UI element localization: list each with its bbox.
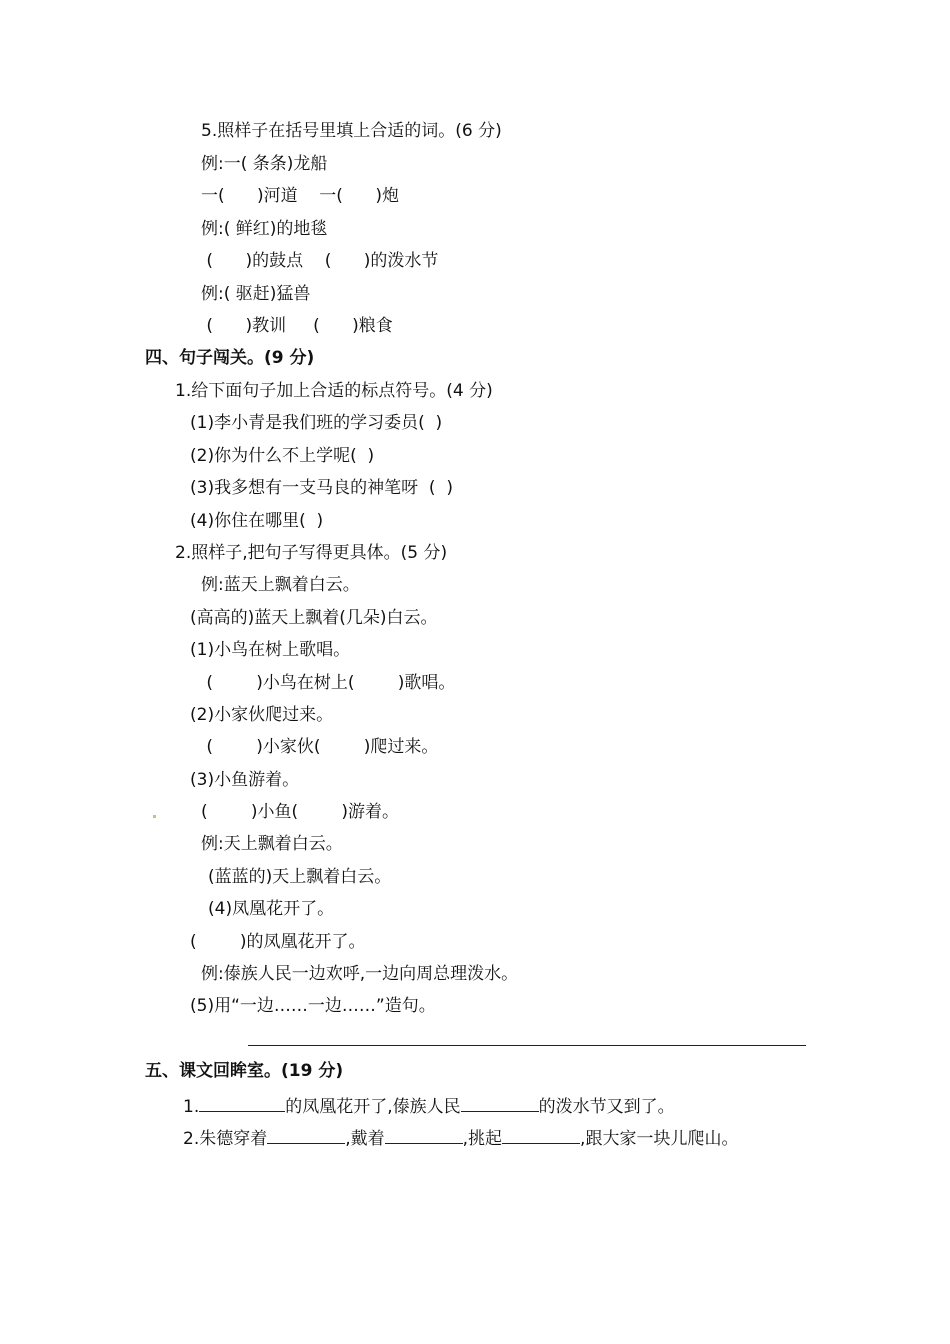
s4-q2-item-2: (2)小家伙爬过来。 bbox=[190, 705, 334, 725]
s4-q2-example-answer: (高高的)蓝天上飘着(几朵)白云。 bbox=[190, 608, 438, 628]
q5-title: 5.照样子在括号里填上合适的词。(6 分) bbox=[201, 121, 502, 141]
s4-q2-item-3-fill[interactable]: ( )小鱼( )游着。 bbox=[201, 802, 399, 822]
s4-q1-item-2[interactable]: (2)你为什么不上学呢( ) bbox=[190, 446, 375, 466]
s4-q1-item-3[interactable]: (3)我多想有一支马良的神笔呀 ( ) bbox=[190, 478, 453, 498]
s4-q2-item-4-fill[interactable]: ( )的凤凰花开了。 bbox=[190, 932, 366, 952]
s4-q2-example: 例:蓝天上飘着白云。 bbox=[201, 575, 360, 595]
s5-q1-prefix: 1. bbox=[183, 1097, 200, 1117]
s4-q2-example-2-answer: (蓝蓝的)天上飘着白云。 bbox=[208, 867, 392, 887]
q5-example-2: 例:( 鲜红)的地毯 bbox=[201, 219, 328, 239]
s5-q2-part-3: ,挑起 bbox=[462, 1129, 503, 1149]
s4-q1-item-1[interactable]: (1)李小青是我们班的学习委员( ) bbox=[190, 413, 443, 433]
s5-q2 bbox=[183, 1125, 738, 1150]
s4-q1-item-4[interactable]: (4)你住在哪里( ) bbox=[190, 511, 324, 531]
s5-q2-blank-2[interactable] bbox=[385, 1125, 463, 1144]
s4-q2-item-1: (1)小鸟在树上歌唱。 bbox=[190, 640, 351, 660]
s5-q2-blank-3[interactable] bbox=[502, 1125, 580, 1144]
s5-q1-middle: 的凤凰花开了,傣族人民 bbox=[285, 1097, 461, 1117]
s4-q2-title: 2.照样子,把句子写得更具体。(5 分) bbox=[175, 543, 448, 563]
s5-q2-suffix: ,跟大家一块儿爬山。 bbox=[580, 1129, 739, 1149]
s5-q1-blank-1[interactable] bbox=[199, 1093, 285, 1112]
s5-q1 bbox=[183, 1093, 675, 1118]
q5-fill-row-3[interactable]: ( )教训 ( )粮食 bbox=[201, 316, 393, 336]
s4-q2-item-5: (5)用“一边……一边……”造句。 bbox=[190, 996, 436, 1016]
s5-q1-blank-2[interactable] bbox=[461, 1093, 539, 1112]
s5-q1-suffix: 的泼水节又到了。 bbox=[538, 1097, 675, 1117]
q5-example-1: 例:一( 条条)龙船 bbox=[201, 154, 328, 174]
q5-example-3: 例:( 驱赶)猛兽 bbox=[201, 284, 311, 304]
section4-heading: 四、句子闯关。(9 分) bbox=[145, 348, 315, 368]
s4-q2-item-2-fill[interactable]: ( )小家伙( )爬过来。 bbox=[201, 737, 439, 757]
s5-q2-blank-1[interactable] bbox=[267, 1125, 345, 1144]
s4-q2-item-3: (3)小鱼游着。 bbox=[190, 770, 300, 790]
s4-q2-example-2: 例:天上飘着白云。 bbox=[201, 834, 343, 854]
s4-q2-example-3: 例:傣族人民一边欢呼,一边向周总理泼水。 bbox=[201, 964, 519, 984]
q5-fill-row-1[interactable]: 一( )河道 一( )炮 bbox=[201, 186, 399, 206]
s5-q2-prefix: 2.朱德穿着 bbox=[183, 1129, 268, 1149]
answer-line[interactable] bbox=[248, 1045, 806, 1046]
s4-q2-item-1-fill[interactable]: ( )小鸟在树上( )歌唱。 bbox=[201, 673, 456, 693]
q5-fill-row-2[interactable]: ( )的鼓点 ( )的泼水节 bbox=[201, 251, 439, 271]
margin-dot bbox=[153, 815, 156, 818]
section5-heading: 五、课文回眸室。(19 分) bbox=[145, 1061, 344, 1081]
s4-q2-item-4: (4)凤凰花开了。 bbox=[208, 899, 335, 919]
s4-q1-title: 1.给下面句子加上合适的标点符号。(4 分) bbox=[175, 381, 493, 401]
s5-q2-part-2: ,戴着 bbox=[345, 1129, 385, 1149]
